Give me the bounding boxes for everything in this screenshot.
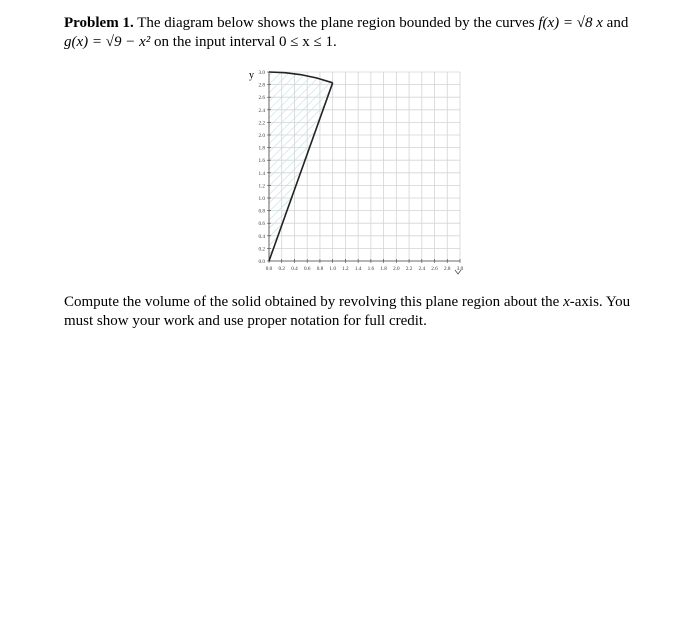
y-tick-label: 0.8	[258, 208, 265, 215]
interval-text: on the input interval	[154, 34, 276, 50]
y-axis-label: y	[249, 70, 254, 81]
y-tick-label: 2.2	[258, 120, 265, 127]
x-tick-label: 0.0	[265, 266, 273, 272]
interval-value: 0 ≤ x ≤ 1.	[279, 34, 337, 50]
question-text	[64, 293, 634, 331]
x-tick-label: 1.8	[380, 266, 387, 272]
question-part-2: -axis. You must show your work and use proper notation for full credit.	[64, 294, 631, 329]
y-tick-label: 0.6	[258, 221, 265, 228]
problem-intro: The diagram below shows the plane region bounded by the curves	[137, 15, 535, 31]
problem-label: Problem 1.	[64, 15, 134, 31]
g-definition: g(x) = √9 − x²	[64, 34, 151, 50]
and-word: and	[606, 15, 629, 31]
x-tick-label: 1.2	[342, 266, 349, 272]
y-tick-label: 1.6	[258, 158, 265, 165]
x-tick-label: 0.2	[278, 266, 285, 272]
x-tick-label: 1.4	[354, 266, 362, 272]
y-tick-label: 1.4	[258, 170, 265, 177]
y-tick-label: 0.0	[258, 259, 265, 265]
x-tick-label: 1.0	[329, 266, 336, 272]
y-tick-label: 1.8	[258, 145, 265, 152]
y-tick-label: 3.0	[258, 70, 265, 76]
y-tick-label: 0.4	[258, 233, 265, 240]
y-tick-label: 0.2	[258, 246, 265, 253]
y-tick-label: 2.6	[258, 95, 265, 102]
f-definition: f(x) = √8 x	[538, 15, 603, 31]
x-tick-label: 2.2	[405, 266, 413, 272]
x-tick-label: 3.0	[456, 266, 464, 272]
problem-statement	[64, 14, 664, 52]
x-tick-label: 2.8	[444, 266, 451, 272]
region-graph	[240, 62, 470, 282]
question-part-1: Compute the volume of the solid obtained by revolving this plane region about the	[64, 294, 560, 310]
x-tick-label: 0.6	[303, 266, 311, 272]
y-tick-label: 1.2	[258, 183, 265, 190]
x-tick-label: 0.8	[316, 266, 324, 272]
y-tick-label: 2.0	[258, 133, 265, 139]
x-tick-label: 2.6	[431, 266, 438, 272]
x-tick-label: 2.0	[393, 266, 400, 272]
x-tick-label: 0.4	[291, 266, 298, 272]
x-tick-label: 1.6	[367, 266, 375, 272]
y-tick-label: 2.4	[258, 107, 265, 114]
x-tick-label: 2.4	[418, 266, 426, 272]
axis-name: x	[563, 294, 570, 310]
y-tick-label: 2.8	[258, 82, 265, 89]
y-tick-label: 1.0	[258, 196, 265, 202]
